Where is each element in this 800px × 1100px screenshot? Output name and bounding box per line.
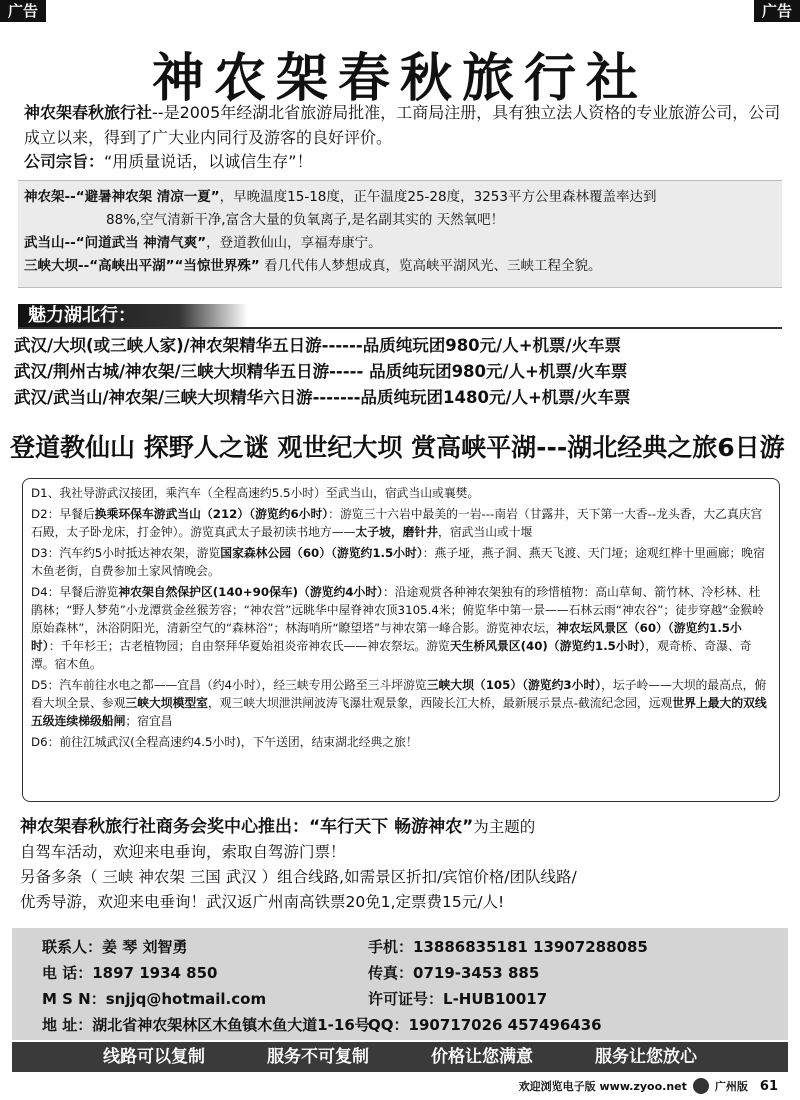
contact-address: 地 址：湖北省神农架林区木鱼镇木鱼大道1-16号 xyxy=(42,1016,370,1034)
company-motto xyxy=(24,150,782,174)
business-center xyxy=(20,815,785,915)
section-banner: 魅力湖北行： xyxy=(18,304,248,328)
d2-highlight: 换乘环保车游武当山（212）（游览约6小时） xyxy=(94,507,329,521)
d5-highlight: 三峡大坝模型室 xyxy=(125,696,208,710)
itinerary-day-5 xyxy=(31,676,771,730)
intro-text: --是2005年经湖北省旅游局批准，工商局注册，具有独立法人资格的专业旅游公司，公司成立以来，得到了广大业内同行及游客的良好评价。 xyxy=(24,103,781,147)
itinerary-day-4 xyxy=(31,583,771,673)
d4-highlight: 神农架自然保护区(140+90保车)（游览约4小时） xyxy=(118,585,383,599)
center-line-4: 优秀导游，欢迎来电垂询！武汉返广州南高铁票20免1,定票费15元/人! xyxy=(20,893,505,911)
route-list xyxy=(14,333,786,411)
page-footer xyxy=(519,1078,778,1094)
company-intro xyxy=(24,100,782,150)
itinerary-day-2 xyxy=(31,505,771,541)
d5-part: D5：汽车前往水电之都——宜昌（约4小时），经三峡专用公路至三斗坪游览 xyxy=(31,678,427,692)
center-line-2: 自驾车活动，欢迎来电垂询，索取自驾游门票！ xyxy=(20,843,346,861)
section-divider xyxy=(18,327,782,329)
feature-wudang-slogan: --“问道武当 神清气爽” xyxy=(64,235,207,251)
footer-slogan: 服务不可复制 xyxy=(267,1047,369,1067)
features-box xyxy=(18,180,782,288)
d2-part: ，宿武当山或十堰 xyxy=(438,525,533,539)
feature-shennongjia-text1: ，早晚温度15-18度，正午温度25-28度，3253平方公里森林覆盖率达到 xyxy=(219,189,657,205)
itinerary-day-1: D1、我社导游武汉接团，乘汽车（全程高速约5.5小时）至武当山，宿武当山或襄樊。 xyxy=(31,486,480,500)
feature-shennongjia-slogan: --“避暑神农架 清凉一夏” xyxy=(64,189,220,205)
d4-part: ：千年杉王；古老植物园；自由祭拜华夏始祖炎帝神农氏——神农祭坛。游览 xyxy=(48,639,450,653)
feature-sanxia-name: 三峡大坝 xyxy=(24,258,78,274)
page-title: 神农架春秋旅行社 xyxy=(151,49,648,109)
d5-highlight: 三峡大坝（105）（游览约3小时） xyxy=(426,678,602,692)
d4-highlight: 天生桥风景区(40)（游览约1.5小时） xyxy=(449,639,646,653)
feature-shennongjia xyxy=(24,186,776,209)
feature-sanxia-text: 看几代伟人梦想成真，览高峡平湖风光、三峡工程全貌。 xyxy=(259,258,602,274)
ad-label-left: 广告 xyxy=(0,0,46,22)
contact-person: 联系人：姜 琴 刘智勇 xyxy=(42,938,188,956)
contact-row xyxy=(42,986,758,1012)
feature-sanxia xyxy=(24,255,776,278)
contact-fax: 传真：0719-3453 885 xyxy=(368,964,540,982)
route-item: 武汉/荆州古城/神农架/三峡大坝精华五日游----- 品质纯玩团980元/人+机票/火车票 xyxy=(14,362,628,381)
d5-highlight: 世界上最大的双线五级连续梯级船闸 xyxy=(31,696,767,728)
contact-license: 许可证号：L-HUB10017 xyxy=(368,990,548,1008)
itinerary-day-6: D6：前往江城武汉(全程高速约4.5小时)，下午送团，结束湖北经典之旅！ xyxy=(31,735,418,749)
contact-mobile[interactable]: 手机：13886835181 13907288085 xyxy=(368,938,648,956)
contact-row xyxy=(42,1012,758,1038)
footer-site-text[interactable]: 欢迎浏览电子版 www.zyoo.net xyxy=(518,1080,687,1093)
contact-phone[interactable]: 电 话：1897 1934 850 xyxy=(42,964,218,982)
d4-highlight: 神农坛风景区（60）（游览约1.5小时） xyxy=(31,621,742,653)
footer-slogan: 服务让您放心 xyxy=(595,1047,697,1067)
feature-wudang-text: ，登道教仙山，享福寿康宁。 xyxy=(206,235,382,251)
contact-row xyxy=(42,934,758,960)
footer-slogan: 线路可以复制 xyxy=(103,1047,205,1067)
itinerary-day-3 xyxy=(31,544,771,580)
footer-slogan-bar xyxy=(12,1042,788,1072)
feature-sanxia-slogan: --“高峡出平湖”“当惊世界殊” xyxy=(78,258,260,274)
d5-part: ；宿宜昌 xyxy=(125,714,173,728)
tour-headline: 登道教仙山 探野人之谜 观世纪大坝 赏高峡平湖---湖北经典之旅6日游 xyxy=(10,433,785,462)
magazine-logo-icon xyxy=(693,1078,709,1094)
d2-part: ：游览三十六岩中最美的一岩---南岩（甘露井，天下第一大香--龙头香，大乙真庆宫石殿，太子卧龙床，打金钟）。游览真武太子最初读书地方—— xyxy=(31,507,763,539)
center-headline-suffix: 为主题的 xyxy=(473,818,536,836)
center-line-3: 另备多条（ 三峡 神农架 三国 武汉 ）组合线路,如需景区折扣/宾馆价格/团队线路/ xyxy=(20,868,577,886)
feature-wudang xyxy=(24,232,776,255)
d5-part: ，观三峡大坝泄洪闸波涛飞瀑壮观景象，西陵长江大桥，最新展示景点-截流纪念园，远观 xyxy=(207,696,673,710)
d4-part: ，观奇桥、奇瀑、奇潭。宿木鱼。 xyxy=(31,639,752,671)
feature-shennongjia-text2: 88%,空气清新干净,富含大量的负氧离子,是名副其实的 天然氧吧！ xyxy=(106,212,505,228)
ad-label-right: 广告 xyxy=(754,0,800,22)
contact-qq[interactable]: QQ：190717026 457496436 xyxy=(368,1016,602,1034)
d4-part: ：沿途观赏各种神农架独有的珍惜植物：高山草甸、箭竹林、冷杉林、杜鹃林；“野人梦苑”小龙潭赏金丝猴芳容；“神农営”远眺华中屋脊神农顶3105.4米；俯览华中第一景——石林云雨“神农谷”；徒步穿越“金猴岭原始森林”，沐浴阴阳光，清新空气的“森林浴”；林海哨所“瞭望塔”与神农第一峰合影。游览神农坛， xyxy=(31,585,764,635)
d4-part: D4：早餐后游览 xyxy=(31,585,119,599)
route-item: 武汉/武当山/神农架/三峡大坝精华六日游-------品质纯玩团1480元/人+机票/火车票 xyxy=(14,388,631,407)
d5-part: ，坛子岭——大坝的最高点，俯看大坝全景、参观 xyxy=(31,678,767,710)
d3-highlight: 国家森林公园（60）（游览约1.5小时） xyxy=(220,546,423,560)
d3-part: ：燕子垭，燕子洞、燕天飞渡、天门垭；途观红桦十里画廊；晚宿木鱼老街，自费参加土家风情晚会。 xyxy=(31,546,765,578)
footer-edition: 广州版 xyxy=(714,1080,748,1093)
feature-wudang-name: 武当山 xyxy=(24,235,65,251)
route-item: 武汉/大坝(或三峡人家)/神农架精华五日游------品质纯玩团980元/人+机票/火车票 xyxy=(14,336,622,355)
page-number: 61 xyxy=(759,1078,778,1094)
d3-part: D3：汽车约5小时抵达神农架，游览 xyxy=(31,546,221,560)
itinerary-box xyxy=(22,478,780,802)
d2-highlight: 太子坡，磨针井 xyxy=(355,525,439,539)
contact-box xyxy=(12,928,788,1040)
center-line-1 xyxy=(20,815,785,840)
center-headline: 神农架春秋旅行社商务会奖中心推出：“车行天下 畅游神农” xyxy=(20,817,474,837)
footer-slogan: 价格让您满意 xyxy=(431,1047,533,1067)
motto-text: “用质量说话，以诚信生存”！ xyxy=(104,152,313,171)
contact-row xyxy=(42,960,758,986)
d2-part: D2：早餐后 xyxy=(31,507,95,521)
company-name: 神农架春秋旅行社 xyxy=(24,103,153,122)
feature-shennongjia-name: 神农架 xyxy=(24,189,65,205)
contact-msn[interactable]: M S N：snjjq@hotmail.com xyxy=(42,990,267,1008)
motto-label: 公司宗旨： xyxy=(24,152,105,171)
